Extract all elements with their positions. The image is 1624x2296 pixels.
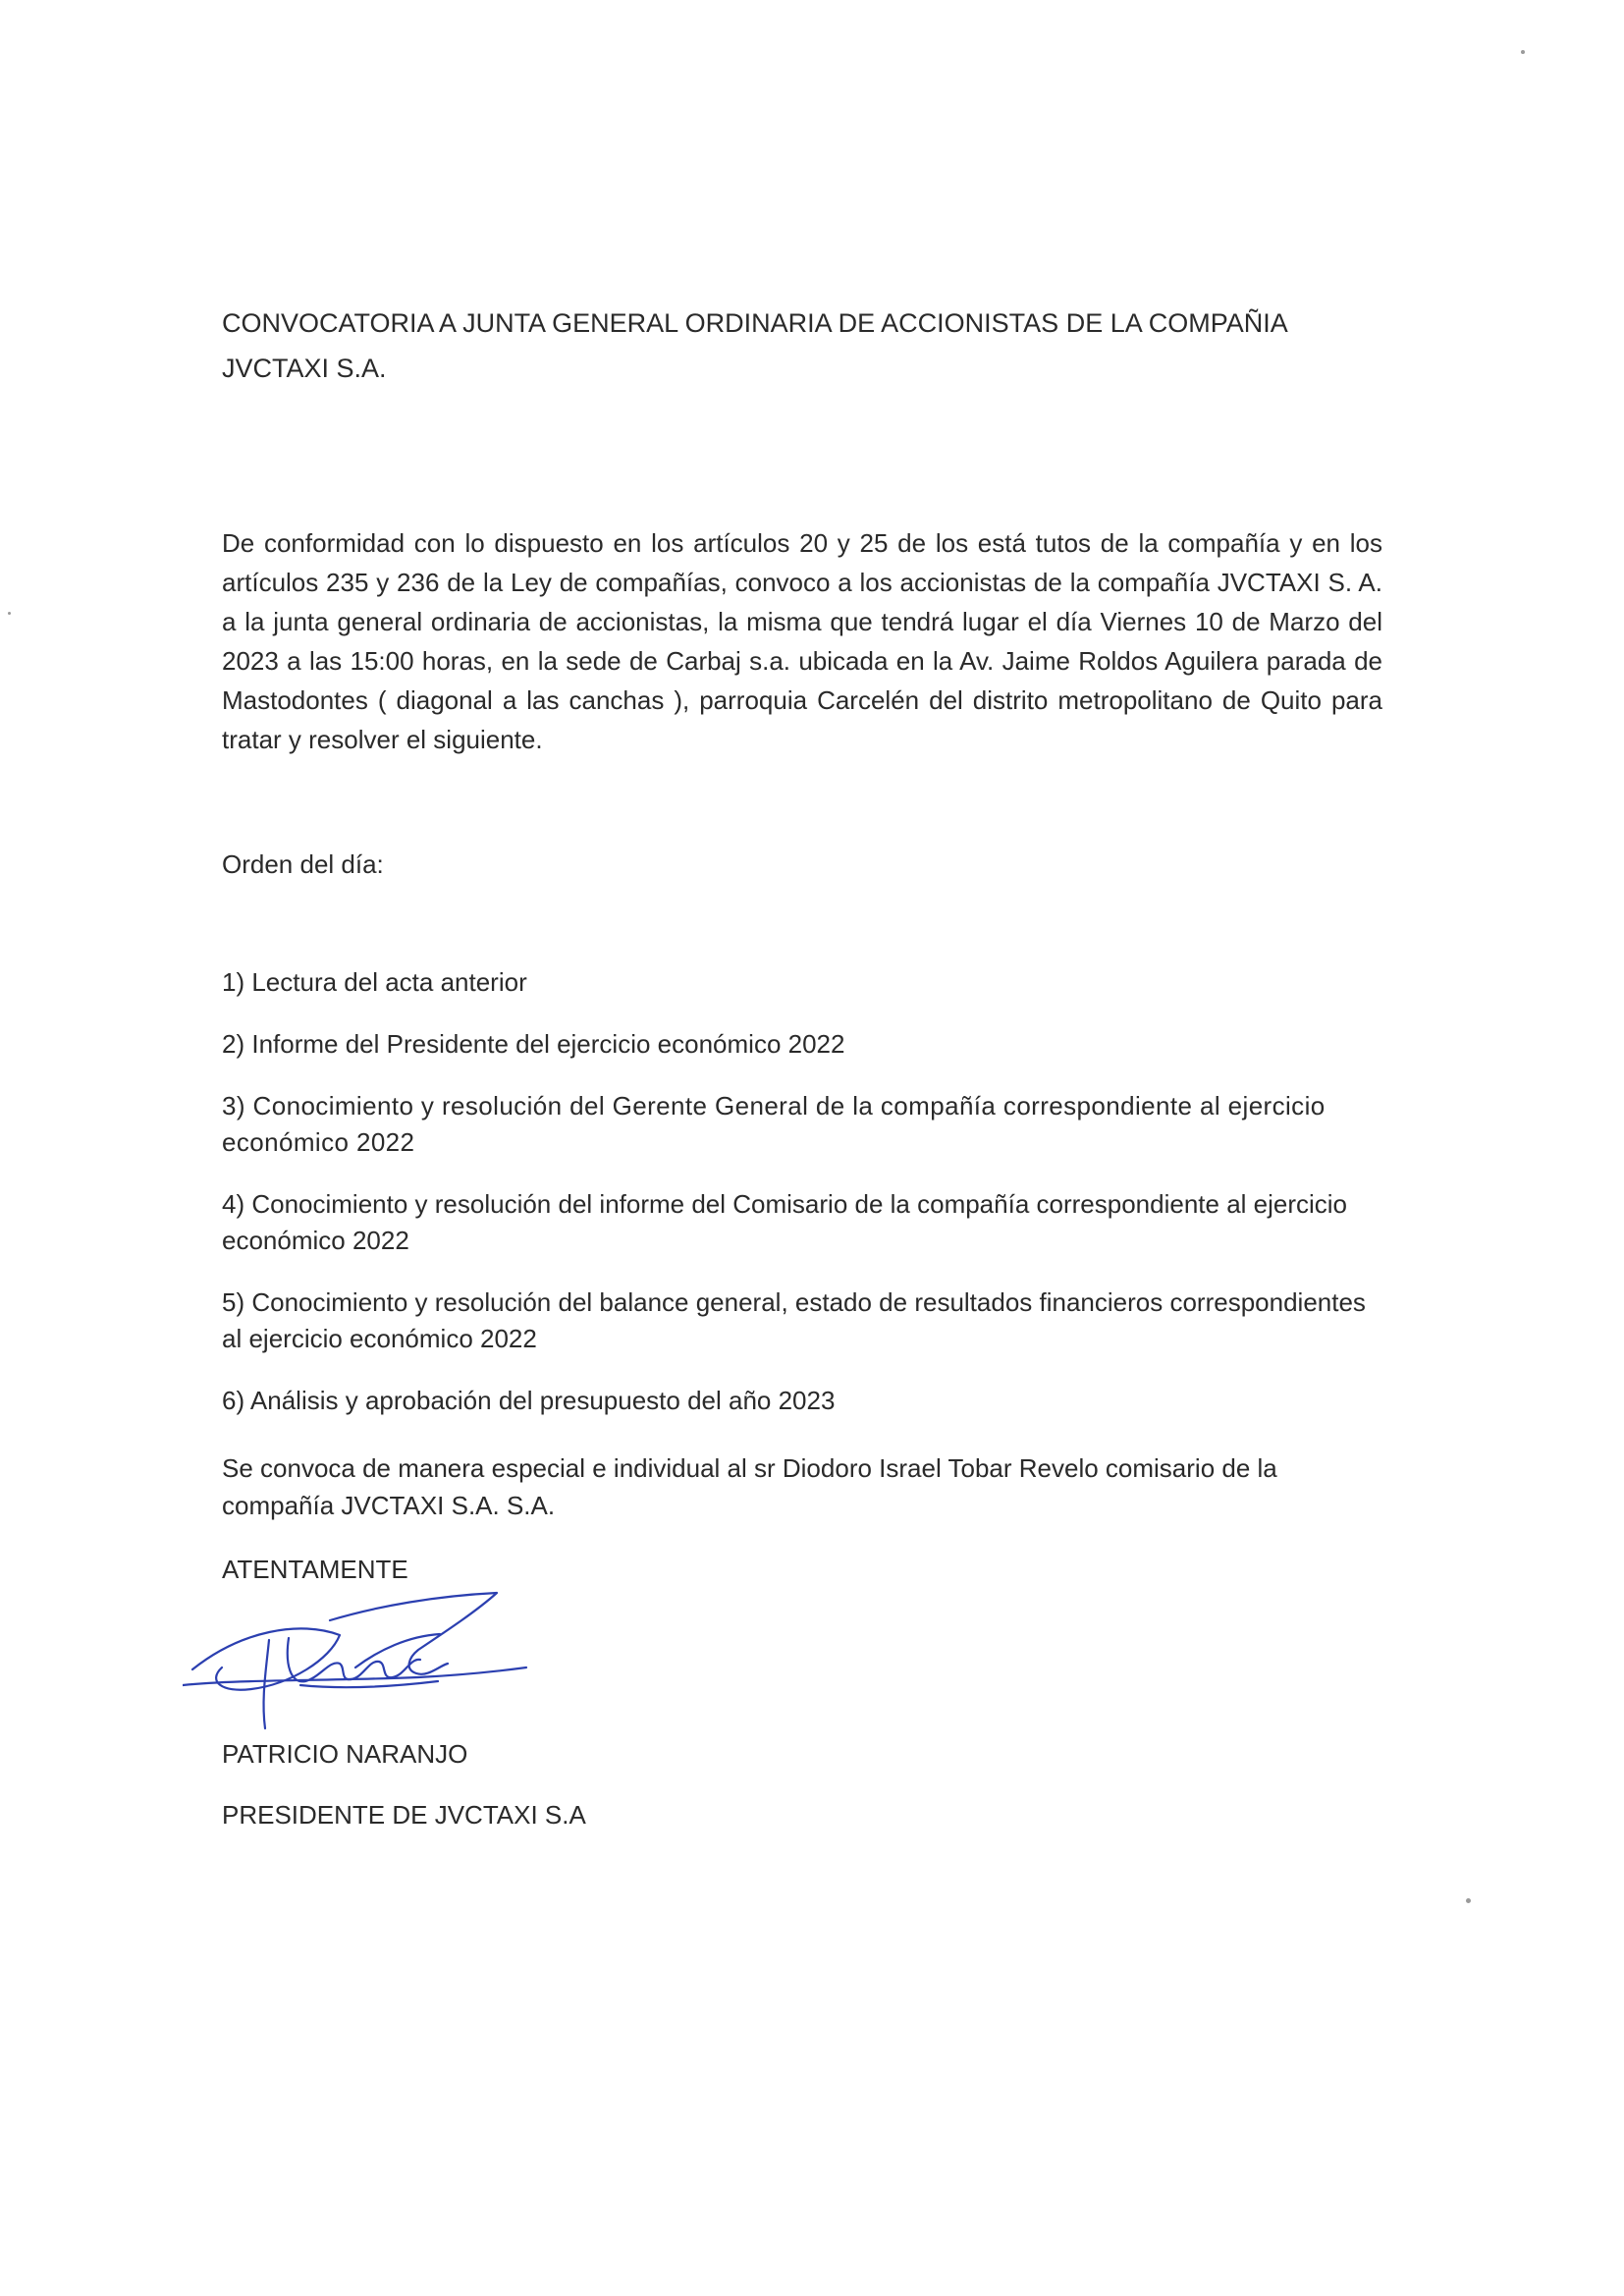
intro-paragraph: De conformidad con lo dispuesto en los artículos 20 y 25 de los está tutos de la compañía y en los artículos 235 y 236 de la Ley de compañías, convoco a los accionistas de la compañía JVCTAXI S. A. a la junta general ordinaria de accionistas, la misma que tendrá lugar el día Viernes 10 de Marzo del 2023 a las 15:00 horas, en la sede de Carbaj s.a. ubicada en la Av. Jaime Roldos Aguilera parada de Mastodontes ( diagonal a las canchas ), parroquia Carcelén del distrito metropolitano de Quito para tratar y resolver el siguiente. xyxy=(222,528,1382,754)
handwritten-signature xyxy=(183,1591,536,1738)
agenda-item: 6) Análisis y aprobación del presupuesto del año 2023 xyxy=(222,1386,836,1415)
agenda-item: 4) Conocimiento y resolución del informe del Comisario de la compañía correspondiente al ejercicio económico 2022 xyxy=(222,1189,1348,1255)
agenda-item: 3) Conocimiento y resolución del Gerente General de la compañía correspondiente al ejercicio económico 2022 xyxy=(222,1091,1326,1157)
document-title: CONVOCATORIA A JUNTA GENERAL ORDINARIA DE ACCIONISTAS DE LA COMPAÑIA JVCTAXI S.A. xyxy=(222,308,1287,383)
scan-speck xyxy=(1521,50,1525,54)
agenda-list xyxy=(222,964,1382,1445)
agenda-item: 5) Conocimiento y resolución del balance general, estado de resultados financieros correspondientes al ejercicio económico 2022 xyxy=(222,1287,1366,1353)
agenda-item: 1) Lectura del acta anterior xyxy=(222,967,527,997)
agenda-item: 2) Informe del Presidente del ejercicio económico 2022 xyxy=(222,1029,845,1059)
closing-salutation: ATENTAMENTE xyxy=(222,1555,408,1584)
signer-name: PATRICIO NARANJO xyxy=(222,1739,468,1769)
scan-speck xyxy=(8,612,11,615)
agenda-heading: Orden del día: xyxy=(222,849,384,879)
scan-speck xyxy=(1466,1898,1471,1903)
special-note: Se convoca de manera especial e individual al sr Diodoro Israel Tobar Revelo comisario de la compañía JVCTAXI S.A. S.A. xyxy=(222,1453,1277,1520)
signer-title: PRESIDENTE DE JVCTAXI S.A xyxy=(222,1800,586,1830)
